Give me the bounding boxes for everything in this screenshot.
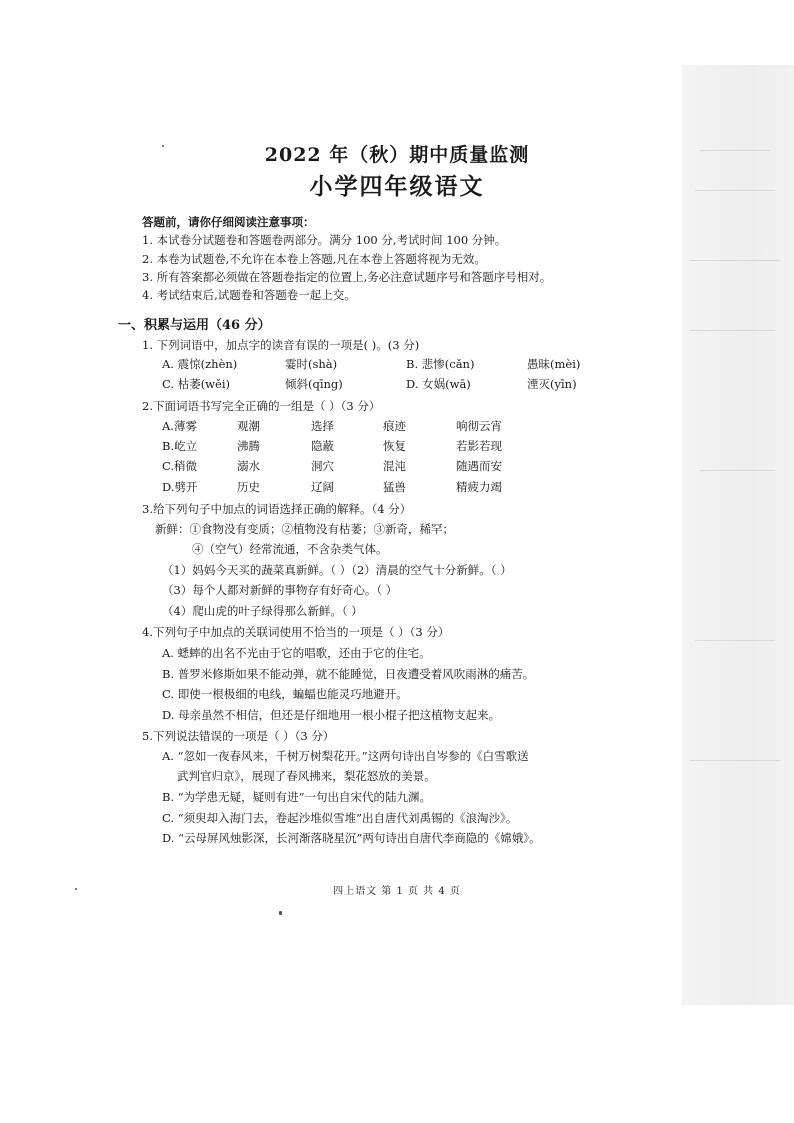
bleed-line	[690, 260, 780, 261]
section-heading: 一、积累与运用（46 分）	[118, 318, 271, 333]
word: 历史	[237, 480, 260, 494]
word: D.劈开	[162, 480, 198, 494]
word: 观潮	[237, 419, 260, 433]
question-1-options-row	[162, 376, 577, 392]
option: C. 即使一根极细的电线，蝙蝠也能灵巧地避开。	[162, 687, 408, 701]
notice-heading: 答题前，请你仔细阅读注意事项：	[142, 215, 315, 229]
option: C. 枯萎(wěi)	[162, 377, 231, 391]
word: 混沌	[383, 459, 406, 473]
next-page-bleed	[682, 65, 794, 1005]
sentence-line: （4）爬山虎的叶子绿得那么新鲜。（ ）	[162, 604, 363, 618]
question-2-row	[162, 418, 502, 434]
option: A. 震惊(zhèn)	[162, 357, 238, 371]
option: D. 母亲虽然不相信，但还是仔细地用一根小棍子把这植物支起来。	[162, 708, 501, 722]
page-footer: 四上语文 第 1 页 共 4 页	[333, 886, 461, 897]
question-1-stem: 1. 下列词语中，加点字的读音有误的一项是( )。(3 分)	[142, 338, 420, 352]
option: D. 女娲(wā)	[406, 377, 471, 391]
word: 随遇而安	[456, 459, 502, 473]
word: 选择	[311, 419, 334, 433]
word: 溺水	[237, 459, 260, 473]
option: B. 悲惨(cǎn)	[406, 357, 475, 371]
word: 辽阔	[311, 480, 334, 494]
sentence-line: （1）妈妈今天买的蔬菜真新鲜。（ ）（2）清晨的空气十分新鲜。（ ）	[162, 563, 512, 577]
option: 霎时(shà)	[285, 357, 338, 371]
notice-item: 4. 考试结束后,试题卷和答题卷一起上交。	[142, 288, 356, 302]
option: 武判官归京》，展现了春风拂来，梨花怒放的美景。	[177, 769, 436, 783]
scan-speck	[279, 911, 282, 915]
question-5-stem: 5.下列说法错误的一项是（ ）（3 分）	[142, 729, 335, 743]
question-3-stem: 3.给下列句子中加点的词语选择正确的解释。（4 分）	[142, 502, 412, 516]
sentence-line: （3）每个人都对新鲜的事物存有好奇心。（ ）	[162, 583, 398, 597]
question-1-options-row	[162, 356, 580, 372]
option: 倾斜(qīng)	[285, 377, 343, 391]
word: 精疲力竭	[456, 480, 502, 494]
bleed-line	[690, 760, 780, 761]
question-4-stem: 4.下列句子中加点的关联词使用不恰当的一项是（ ）（3 分）	[142, 625, 450, 639]
question-2-row	[162, 479, 502, 495]
word: A.薄雾	[162, 419, 197, 433]
word: 猛兽	[383, 480, 406, 494]
exam-title: 2022 年（秋）期中质量监测	[264, 144, 530, 166]
option: B. 普罗米修斯如果不能动弹，就不能睡觉，日夜遭受着风吹雨淋的痛苦。	[162, 667, 535, 681]
word: 洞穴	[311, 459, 334, 473]
option: B. “为学患无疑，疑则有进”一句出自宋代的陆九渊。	[162, 790, 432, 804]
word: B.屹立	[162, 439, 198, 453]
question-2-row	[162, 438, 502, 454]
notice-item: 3. 所有答案都必须做在答题卷指定的位置上,务必注意试题序号和答题序号相对。	[142, 270, 552, 284]
definition-line: ④（空气）经常流通，不含杂类气体。	[192, 542, 388, 556]
word: 隐蔽	[311, 439, 334, 453]
notice-item: 1. 本试卷分试题卷和答题卷两部分。满分 100 分,考试时间 100 分钟。	[142, 233, 507, 247]
bleed-line	[700, 470, 775, 471]
question-2-stem: 2.下面词语书写完全正确的一组是（ ）（3 分）	[142, 399, 381, 413]
word: 沸腾	[237, 439, 260, 453]
option: D. “云母屏风烛影深，长河渐落晓星沉”两句诗出自唐代李商隐的《嫦娥》。	[162, 831, 541, 845]
word: 若影若现	[456, 439, 502, 453]
word: C.稍微	[162, 459, 198, 473]
option: 愚昧(mèi)	[527, 357, 581, 371]
option: A. 蟋蟀的出名不光由于它的唱歌，还由于它的住宅。	[162, 646, 431, 660]
question-2-row	[162, 458, 502, 474]
word: 响彻云宵	[456, 419, 502, 433]
option: 湮灭(yīn)	[527, 377, 577, 391]
option: C. “须臾却入海门去，卷起沙堆似雪堆”出自唐代刘禹锡的《浪淘沙》。	[162, 811, 518, 825]
definition-line: 新鲜：①食物没有变质；②植物没有枯萎；③新奇，稀罕；	[155, 522, 454, 536]
word: 痕迹	[383, 419, 406, 433]
exam-subtitle: 小学四年级语文	[309, 173, 485, 200]
bleed-line	[695, 640, 775, 641]
bleed-line	[690, 330, 775, 331]
option: A. “忽如一夜春风来，千树万树梨花开。”这两句诗出自岑参的《白雪歌送	[162, 749, 529, 763]
notice-item: 2. 本卷为试题卷,不允许在本卷上答题,凡在本卷上答题将视为无效。	[142, 252, 486, 266]
word: 恢复	[383, 439, 406, 453]
